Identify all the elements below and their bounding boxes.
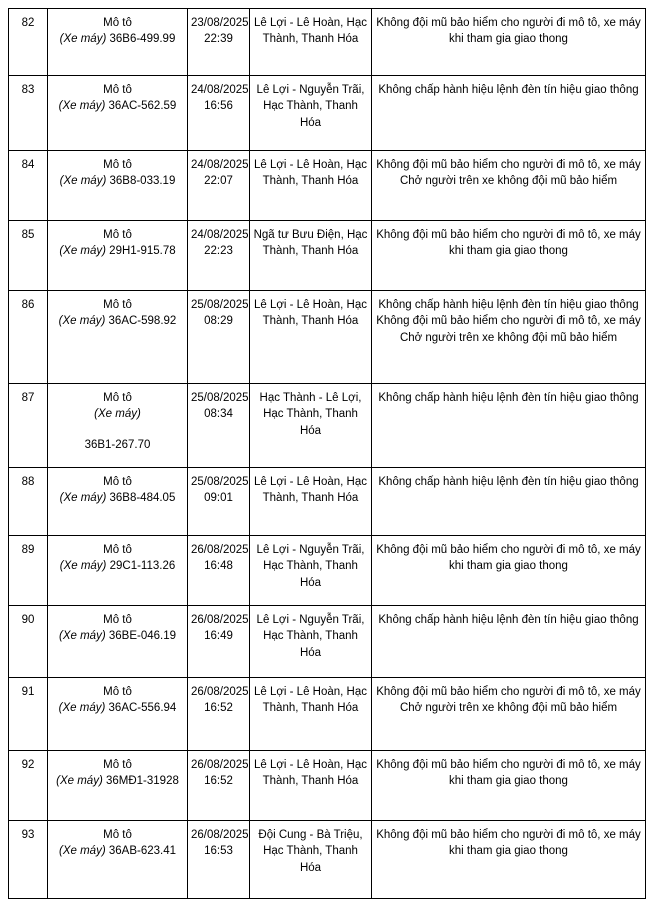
vehicle-plate-line — [51, 31, 184, 47]
table-row — [9, 536, 646, 606]
vehicle-plate: 36B8-033.19 — [109, 175, 176, 188]
cell-location: Lê Lợi - Lê Hoàn, Hạc Thành, Thanh Hóa — [250, 151, 372, 221]
violation-date: 26/08/2025 — [191, 759, 249, 771]
cell-vehicle — [48, 678, 188, 751]
cell-vehicle — [48, 468, 188, 536]
cell-index: 87 — [9, 384, 48, 468]
cell-violation — [372, 678, 646, 751]
cell-vehicle — [48, 151, 188, 221]
cell-vehicle — [48, 606, 188, 678]
vehicle-kind-label: (Xe máy) — [58, 100, 106, 113]
violation-time: 22:07 — [204, 175, 233, 188]
cell-location: Lê Lợi - Lê Hoàn, Hạc Thành, Thanh Hóa — [250, 751, 372, 821]
violation-date: 24/08/2025 — [191, 159, 249, 171]
vehicle-plate: 36AC-562.59 — [108, 100, 177, 113]
violation-date: 26/08/2025 — [191, 686, 249, 698]
vehicle-plate: 36B6-499.99 — [109, 33, 176, 46]
vehicle-type-label: Mô tô — [103, 476, 132, 488]
table-row — [9, 9, 646, 76]
cell-violation — [372, 468, 646, 536]
cell-violation — [372, 151, 646, 221]
cell-datetime — [188, 384, 250, 468]
vehicle-kind-label: (Xe máy) — [59, 845, 106, 858]
cell-location: Hạc Thành - Lê Lợi, Hạc Thành, Thanh Hóa — [250, 384, 372, 468]
table-row — [9, 291, 646, 384]
cell-location: Lê Lợi - Lê Hoàn, Hạc Thành, Thanh Hóa — [250, 468, 372, 536]
table-row — [9, 76, 646, 151]
cell-violation — [372, 821, 646, 899]
violation-time: 16:48 — [204, 560, 233, 573]
violation-text: Không đội mũ bảo hiểm cho người đi mô tô, xe máy — [376, 315, 641, 328]
violation-text: Không chấp hành hiệu lệnh đèn tín hiệu giao thông — [378, 392, 639, 404]
violation-time: 16:56 — [204, 100, 233, 113]
vehicle-plate: 36BE-046.19 — [108, 630, 176, 643]
violation-text: Chở người trên xe không đội mũ bảo hiểm — [399, 175, 618, 188]
vehicle-kind-label: (Xe máy) — [59, 175, 107, 188]
vehicle-type-label: Mô tô — [103, 392, 132, 404]
violation-text: Không chấp hành hiệu lệnh đèn tín hiệu giao thông — [378, 476, 639, 488]
violation-date: 25/08/2025 — [191, 392, 249, 404]
cell-vehicle — [48, 751, 188, 821]
cell-location: Lê Lợi - Nguyễn Trãi, Hạc Thành, Thanh Hóa — [250, 76, 372, 151]
cell-vehicle — [48, 9, 188, 76]
vehicle-kind-label: (Xe máy) — [56, 775, 103, 788]
cell-violation — [372, 384, 646, 468]
violation-date: 25/08/2025 — [191, 476, 249, 488]
cell-index: 85 — [9, 221, 48, 291]
cell-datetime — [188, 606, 250, 678]
violation-time: 16:49 — [204, 630, 233, 643]
cell-index: 82 — [9, 9, 48, 76]
violation-text: Không chấp hành hiệu lệnh đèn tín hiệu giao thông — [378, 614, 639, 626]
cell-index: 93 — [9, 821, 48, 899]
vehicle-kind-label: (Xe máy) — [58, 702, 106, 715]
vehicle-kind-label: (Xe máy) — [59, 630, 106, 643]
table-row — [9, 221, 646, 291]
cell-location: Ngã tư Bưu Điện, Hạc Thành, Thanh Hóa — [250, 221, 372, 291]
violation-time: 22:39 — [204, 33, 233, 46]
cell-index: 84 — [9, 151, 48, 221]
cell-datetime — [188, 536, 250, 606]
table-row — [9, 751, 646, 821]
cell-index: 91 — [9, 678, 48, 751]
vehicle-type-label: Mô tô — [103, 229, 132, 241]
vehicle-plate-line — [51, 243, 184, 259]
vehicle-type-label: Mô tô — [103, 17, 132, 29]
cell-datetime — [188, 751, 250, 821]
table-row — [9, 468, 646, 536]
violation-time: 08:34 — [204, 408, 233, 421]
vehicle-type-label: Mô tô — [103, 614, 132, 626]
cell-vehicle — [48, 291, 188, 384]
vehicle-plate: 36AC-598.92 — [108, 315, 177, 328]
cell-datetime — [188, 9, 250, 76]
vehicle-plate-line — [51, 490, 184, 506]
cell-vehicle — [48, 384, 188, 468]
cell-violation — [372, 221, 646, 291]
cell-vehicle — [48, 821, 188, 899]
vehicle-type-label: Mô tô — [103, 159, 132, 171]
vehicle-plate-line — [51, 313, 184, 329]
vehicle-type-label: Mô tô — [103, 299, 132, 311]
table-row — [9, 821, 646, 899]
cell-datetime — [188, 821, 250, 899]
violation-time: 16:53 — [204, 845, 233, 858]
vehicle-plate-line — [51, 628, 184, 644]
vehicle-type-label: Mô tô — [103, 829, 132, 841]
vehicle-type-label: Mô tô — [103, 759, 132, 771]
violation-text: Không đội mũ bảo hiểm cho người đi mô tô, xe máy khi tham gia giao thong — [376, 759, 641, 788]
violation-date: 24/08/2025 — [191, 229, 249, 241]
cell-location: Đội Cung - Bà Triệu, Hạc Thành, Thanh Hóa — [250, 821, 372, 899]
cell-vehicle — [48, 536, 188, 606]
cell-datetime — [188, 678, 250, 751]
vehicle-kind-label: (Xe máy) — [59, 560, 107, 573]
violation-date: 25/08/2025 — [191, 299, 249, 311]
vehicle-plate-line — [51, 843, 184, 859]
cell-index: 86 — [9, 291, 48, 384]
vehicle-kind-label: (Xe máy) — [59, 492, 107, 505]
violation-time: 22:23 — [204, 245, 233, 258]
vehicle-type-label: Mô tô — [103, 544, 132, 556]
vehicle-plate-line — [51, 173, 184, 189]
cell-index: 89 — [9, 536, 48, 606]
violation-text: Không đội mũ bảo hiểm cho người đi mô tô, xe máy khi tham gia giao thong — [376, 229, 641, 258]
cell-location: Lê Lợi - Nguyễn Trãi, Hạc Thành, Thanh Hóa — [250, 536, 372, 606]
vehicle-plate-line — [51, 773, 184, 789]
violation-text: Chở người trên xe không đội mũ bảo hiểm — [399, 702, 618, 715]
cell-violation — [372, 291, 646, 384]
vehicle-plate: 29C1-113.26 — [109, 560, 176, 573]
cell-index: 88 — [9, 468, 48, 536]
violation-text: Không đội mũ bảo hiểm cho người đi mô tô, xe máy khi tham gia giao thong — [376, 829, 641, 858]
cell-datetime — [188, 291, 250, 384]
violation-text: Chở người trên xe không đội mũ bảo hiểm — [399, 331, 618, 344]
violation-text: Không đội mũ bảo hiểm cho người đi mô tô, xe máy khi tham gia giao thong — [376, 17, 641, 46]
cell-index: 90 — [9, 606, 48, 678]
violation-date: 26/08/2025 — [191, 829, 249, 841]
table-row — [9, 678, 646, 751]
vehicle-type-label: Mô tô — [103, 686, 132, 698]
cell-violation — [372, 76, 646, 151]
cell-location: Lê Lợi - Lê Hoàn, Hạc Thành, Thanh Hóa — [250, 291, 372, 384]
violation-time: 09:01 — [204, 492, 233, 505]
cell-violation — [372, 606, 646, 678]
vehicle-plate-line — [51, 700, 184, 716]
cell-violation — [372, 751, 646, 821]
table-row — [9, 151, 646, 221]
vehicle-type-label: Mô tô — [103, 84, 132, 96]
table-row — [9, 384, 646, 468]
vehicle-plate-line — [51, 98, 184, 114]
vehicle-plate: 36AB-623.41 — [108, 845, 176, 858]
violations-table — [8, 8, 646, 899]
cell-datetime — [188, 468, 250, 536]
cell-datetime — [188, 151, 250, 221]
cell-location: Lê Lợi - Lê Hoàn, Hạc Thành, Thanh Hóa — [250, 9, 372, 76]
cell-vehicle — [48, 221, 188, 291]
table-row — [9, 606, 646, 678]
cell-vehicle — [48, 76, 188, 151]
violation-text: Không đội mũ bảo hiểm cho người đi mô tô, xe máy — [376, 686, 641, 698]
vehicle-kind-label: (Xe máy) — [94, 408, 141, 421]
violation-date: 26/08/2025 — [191, 614, 249, 626]
violation-date: 23/08/2025 — [191, 17, 249, 29]
vehicle-kind-label: (Xe máy) — [59, 33, 107, 46]
cell-index: 83 — [9, 76, 48, 151]
violation-text: Không đội mũ bảo hiểm cho người đi mô tô, xe máy — [376, 159, 641, 171]
vehicle-plate-line — [51, 558, 184, 574]
cell-index: 92 — [9, 751, 48, 821]
vehicle-plate: 36MĐ1-31928 — [105, 775, 179, 788]
cell-datetime — [188, 221, 250, 291]
violation-time: 08:29 — [204, 315, 233, 328]
vehicle-plate: 36B8-484.05 — [109, 492, 176, 505]
cell-violation — [372, 536, 646, 606]
violation-text: Không đội mũ bảo hiểm cho người đi mô tô, xe máy khi tham gia giao thong — [376, 544, 641, 573]
vehicle-plate: 29H1-915.78 — [109, 245, 176, 258]
violation-time: 16:52 — [204, 702, 233, 715]
violation-text: Không chấp hành hiệu lệnh đèn tín hiệu giao thông — [378, 84, 639, 96]
vehicle-plate: 36AC-556.94 — [108, 702, 177, 715]
violation-date: 26/08/2025 — [191, 544, 249, 556]
vehicle-kind-label: (Xe máy) — [59, 245, 106, 258]
vehicle-plate: 36B1-267.70 — [84, 438, 151, 451]
cell-violation — [372, 9, 646, 76]
cell-location: Lê Lợi - Nguyễn Trãi, Hạc Thành, Thanh Hóa — [250, 606, 372, 678]
violation-text: Không chấp hành hiệu lệnh đèn tín hiệu giao thông — [378, 299, 639, 311]
violation-time: 16:52 — [204, 775, 233, 788]
cell-location: Lê Lợi - Lê Hoàn, Hạc Thành, Thanh Hóa — [250, 678, 372, 751]
violation-date: 24/08/2025 — [191, 84, 249, 96]
vehicle-kind-label: (Xe máy) — [58, 315, 106, 328]
violations-table-body — [9, 9, 646, 899]
cell-datetime — [188, 76, 250, 151]
